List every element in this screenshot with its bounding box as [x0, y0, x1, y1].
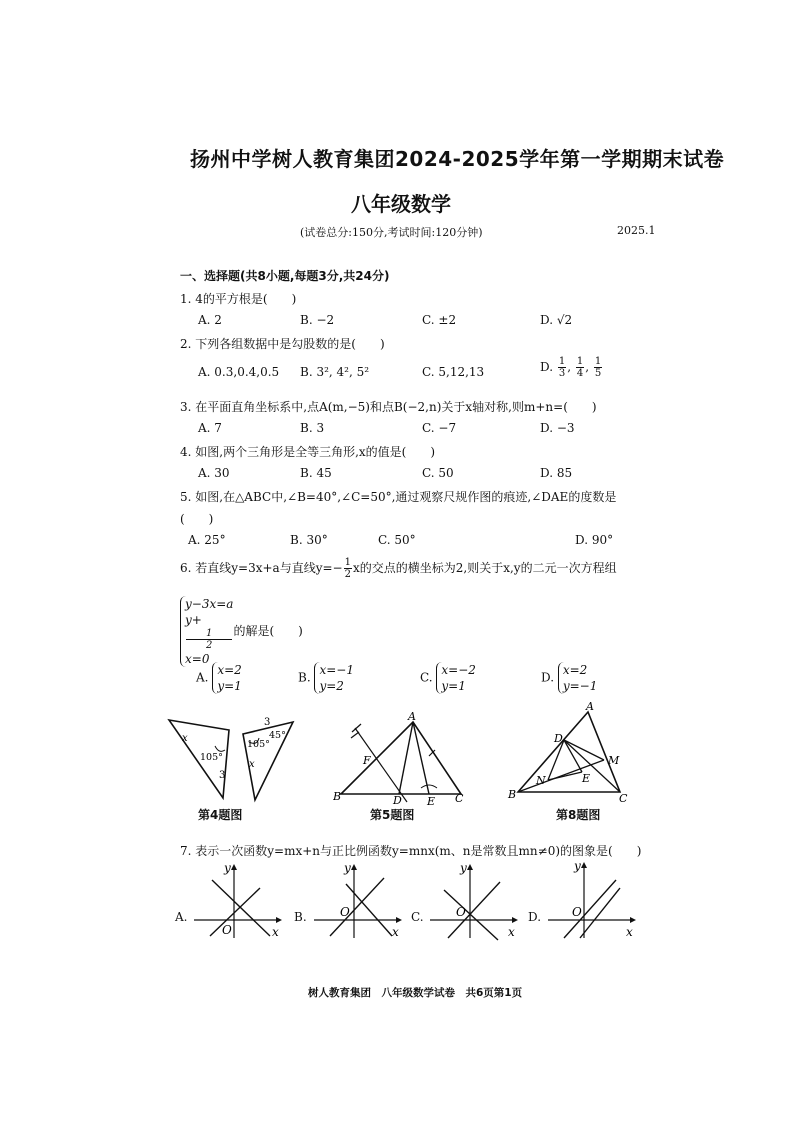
- exam-info: (试卷总分:150分,考试时间:120分钟): [300, 226, 483, 239]
- q1-option-c: C. ±2: [422, 313, 457, 327]
- fig8-label-m: M: [608, 754, 620, 767]
- fig4-caption: 第4题图: [198, 808, 243, 822]
- fig4-angle-left: 105°: [200, 752, 223, 763]
- q3-option-b: B. 3: [300, 421, 325, 435]
- fig5-label-a: A: [408, 710, 416, 723]
- fig8-label-d: D: [554, 732, 563, 745]
- q7-graph-b-label: B.: [294, 910, 307, 924]
- q7-graph-d-origin-label: O: [572, 905, 582, 919]
- q6-frac-num: 1: [344, 557, 351, 568]
- q3-option-a: A. 7: [198, 421, 222, 435]
- q6-option-a-eq1: x=2: [217, 663, 242, 677]
- figure-5: [333, 710, 473, 806]
- question-5: 5. 如图,在△ABC中,∠B=40°,∠C=50°,通过观察尺规作图的痕迹,∠DAE的度数是: [180, 490, 617, 504]
- q7-graph-a-x-arrow: [276, 917, 282, 923]
- q6-option-c: [420, 662, 476, 694]
- q7-graph-c-x-arrow: [512, 917, 518, 923]
- question-2: 2. 下列各组数据中是勾股数的是( ): [180, 337, 385, 351]
- page-footer: 树人教育集团 八年级数学试卷 共6页第1页: [308, 987, 523, 999]
- q7-graph-a-label: A.: [175, 910, 188, 924]
- q2-frac-2-num: 1: [576, 356, 584, 367]
- q7-graph-d: [544, 858, 642, 942]
- fig5-label-d: D: [393, 794, 402, 806]
- fig5-label-e: E: [427, 795, 436, 806]
- q7-graph-d-x-arrow: [630, 917, 636, 923]
- q5-option-d: D. 90°: [575, 533, 614, 547]
- q7-graph-c: [426, 860, 524, 942]
- q3-option-c: C. −7: [422, 421, 457, 435]
- q4-option-a: A. 30: [198, 466, 230, 480]
- fig4-side-left: 3: [219, 770, 226, 781]
- q2-option-c: C. 5,12,13: [422, 365, 485, 379]
- fig4-side-right: 3: [264, 717, 271, 728]
- q7-graph-d-label: D.: [528, 910, 542, 924]
- fig8-label-c: C: [619, 792, 628, 804]
- q7-graph-c-x-label: x: [508, 925, 515, 939]
- q2-frac-1-num: 1: [558, 356, 566, 367]
- q7-graph-c-line-1: [444, 890, 498, 940]
- q7-graph-d-y-label: y: [574, 859, 581, 873]
- q6-option-a-label: A.: [196, 670, 209, 685]
- q4-option-d: D. 85: [540, 466, 573, 480]
- question-6: [180, 557, 617, 580]
- question-7: 7. 表示一次函数y=mx+n与正比例函数y=mnx(m、n是常数且mn≠0)的图象是( ): [180, 844, 642, 858]
- figure-8: [506, 700, 638, 804]
- q6-option-a-eq2: y=1: [217, 679, 242, 693]
- fig5-caption: 第5题图: [370, 808, 415, 822]
- q6-system-eq2-b: x=0: [185, 652, 210, 666]
- q7-graph-a: [190, 860, 288, 942]
- fig5-label-c: C: [455, 792, 464, 805]
- fig8-segment-bm: [518, 760, 604, 792]
- question-3: 3. 在平面直角坐标系中,点A(m,−5)和点B(−2,n)关于x轴对称,则m+n=( ): [180, 400, 597, 414]
- q6-text-b: x的交点的横坐标为2,则关于x,y的二元一次方程组: [352, 561, 617, 575]
- q7-graph-b: [310, 860, 408, 942]
- section-heading-choice: 一、选择题(共8小题,每题3分,共24分): [180, 269, 390, 283]
- q6-option-d-system: [558, 662, 598, 694]
- q7-graph-d-y-arrow: [581, 862, 587, 868]
- q7-graph-a-y-label: y: [224, 861, 231, 875]
- q6-system-frac: [186, 628, 232, 651]
- q2-option-d-label: D.: [540, 360, 557, 374]
- q7-graph-b-line-2: [346, 884, 392, 936]
- q5-option-a: A. 25°: [188, 533, 226, 547]
- q6-equation-system: [180, 596, 303, 667]
- q1-option-d-value: √2: [556, 313, 573, 327]
- fig4-var-right: x: [249, 759, 255, 770]
- q7-graph-b-y-arrow: [351, 864, 357, 870]
- q7-graph-c-label: C.: [411, 910, 424, 924]
- q6-system-eq1: y−3x=a: [185, 597, 234, 611]
- fig8-segment-dn: [548, 740, 564, 780]
- exam-subtitle: 八年级数学: [351, 192, 451, 216]
- q5-option-b: B. 30°: [290, 533, 328, 547]
- q6-frac: [344, 557, 352, 580]
- figure-4: [165, 712, 305, 804]
- fig8-label-a: A: [586, 700, 594, 713]
- q6-system-frac-num: 1: [186, 628, 232, 640]
- q7-graph-b-origin-label: O: [340, 905, 350, 919]
- q7-graph-a-y-arrow: [231, 864, 237, 870]
- q6-option-b: [298, 662, 354, 694]
- q7-graph-b-x-label: x: [392, 925, 399, 939]
- q6-frac-den: 2: [344, 569, 351, 580]
- q6-option-b-eq1: x=−1: [319, 663, 354, 677]
- q6-system-eq2: [185, 612, 233, 667]
- q6-option-a-system: [212, 662, 241, 694]
- q2-frac-1-den: 3: [558, 368, 566, 379]
- fig4-angle-arc-left: [215, 746, 225, 751]
- q2-option-b: B. 3², 4², 5²: [300, 365, 370, 379]
- q7-graph-c-y-arrow: [467, 864, 473, 870]
- q6-system-tail: 的解是( ): [233, 624, 303, 638]
- exam-title: 扬州中学树人教育集团2024-2025学年第一学期期末试卷: [190, 147, 725, 171]
- q6-system-brace: [180, 596, 233, 667]
- q4-option-c: C. 50: [422, 466, 454, 480]
- q6-system-frac-den: 2: [206, 640, 213, 651]
- q1-option-a: A. 2: [198, 313, 222, 327]
- q1-option-b: B. −2: [300, 313, 335, 327]
- q6-option-c-label: C.: [420, 670, 433, 685]
- q2-option-a: A. 0.3,0.4,0.5: [198, 365, 280, 379]
- q6-option-b-eq2: y=2: [319, 679, 344, 693]
- q6-option-c-eq2: y=1: [441, 679, 466, 693]
- fig4-angle-right-2: 45°: [269, 730, 286, 741]
- q1-option-d-label: D.: [540, 313, 557, 327]
- fig8-label-n: N: [536, 774, 546, 787]
- q2-frac-2-den: 4: [576, 368, 584, 379]
- q5-option-c: C. 50°: [378, 533, 416, 547]
- q7-graph-c-y-label: y: [460, 861, 467, 875]
- q2-frac-3: [594, 356, 602, 379]
- q6-option-c-eq1: x=−2: [441, 663, 476, 677]
- question-5-paren: ( ): [180, 512, 214, 526]
- fig8-segment-ne: [548, 772, 582, 780]
- q6-option-d-label: D.: [541, 670, 555, 685]
- fig8-label-e: E: [582, 772, 591, 785]
- q6-system-eq2-a: y+: [185, 613, 202, 627]
- q4-option-b: B. 45: [300, 466, 332, 480]
- fig5-label-f: F: [363, 754, 371, 767]
- fig5-arc-mark-2: [351, 732, 359, 738]
- q7-graph-a-x-label: x: [272, 925, 279, 939]
- q6-option-b-label: B.: [298, 670, 311, 685]
- fig5-arc-mark-4: [421, 785, 437, 788]
- q3-option-d: D. −3: [540, 421, 575, 435]
- q7-graph-d-x-label: x: [626, 925, 633, 939]
- q2-frac-3-num: 1: [594, 356, 602, 367]
- question-4: 4. 如图,两个三角形是全等三角形,x的值是( ): [180, 445, 436, 459]
- q7-graph-a-line-1: [212, 880, 270, 936]
- exam-date: 2025.1: [617, 224, 656, 237]
- q7-graph-b-y-label: y: [344, 861, 351, 875]
- q6-option-a: [196, 662, 242, 694]
- q2-frac-2: [576, 356, 584, 379]
- q6-option-d-eq2: y=−1: [562, 679, 598, 693]
- fig4-var-left: x: [182, 733, 188, 744]
- q6-option-d: [541, 662, 597, 694]
- q7-graph-a-origin-label: O: [222, 923, 232, 937]
- q7-graph-c-origin-label: O: [456, 905, 466, 919]
- q6-option-b-system: [314, 662, 354, 694]
- q7-graph-b-line-1: [330, 878, 384, 936]
- q6-option-c-system: [436, 662, 476, 694]
- q2-frac-1: [558, 356, 566, 379]
- q6-text-a: 6. 若直线y=3x+a与直线y=−: [180, 561, 343, 575]
- fig8-caption: 第8题图: [556, 808, 601, 822]
- q7-graph-a-line-2: [210, 888, 260, 936]
- question-1: 1. 4的平方根是( ): [180, 292, 297, 306]
- fig8-triangle-abc: [518, 712, 620, 792]
- q2-option-d: D. $\frac{1}{3}$ , $\frac{1}{4}$ , $\frac{1}{5}$: [540, 356, 602, 379]
- fig5-label-b: B: [333, 790, 342, 803]
- q2-frac-3-den: 5: [594, 368, 602, 379]
- fig4-angle-right-1: 105°: [247, 739, 270, 750]
- fig8-label-b: B: [508, 788, 517, 801]
- q1-option-d: [540, 313, 572, 327]
- q6-option-d-eq1: x=2: [562, 663, 588, 677]
- q7-graph-b-x-arrow: [396, 917, 402, 923]
